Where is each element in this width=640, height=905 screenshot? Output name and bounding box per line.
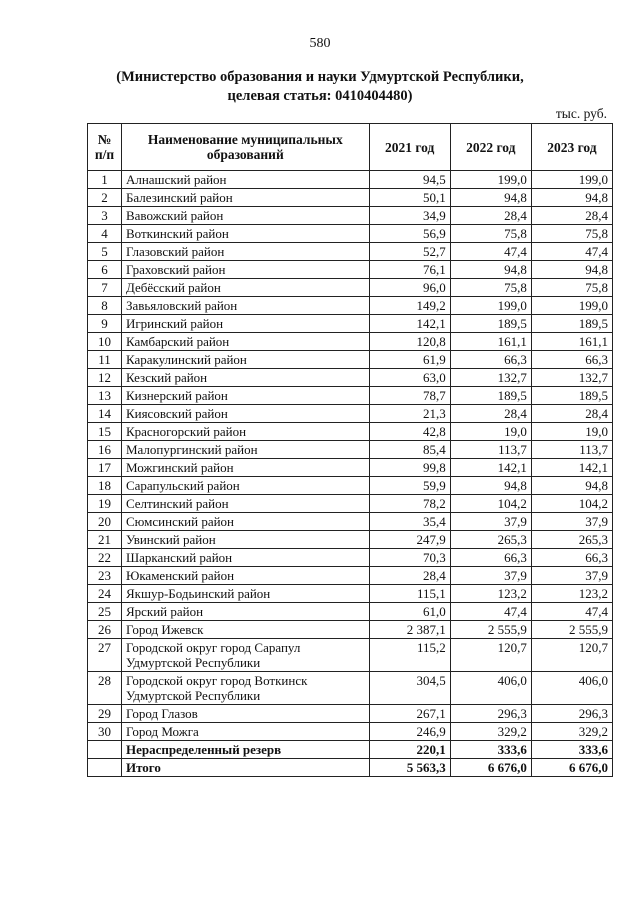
table-row [88,387,613,405]
cell-2022: 132,7 [450,369,531,387]
cell-name: Шарканский район [121,549,369,567]
table-row [88,243,613,261]
table-row [88,261,613,279]
units-label: тыс. руб. [555,106,607,121]
cell-2021: 61,0 [369,603,450,621]
cell-2021: 96,0 [369,279,450,297]
cell-2023: 66,3 [531,549,612,567]
cell-name: Можгинский район [121,459,369,477]
cell-number: 9 [88,315,122,333]
cell-name: Алнашский район [121,171,369,189]
cell-2022: 66,3 [450,351,531,369]
table-row [88,621,613,639]
cell-number: 25 [88,603,122,621]
cell-2021: 21,3 [369,405,450,423]
cell-number: 26 [88,621,122,639]
cell-2022: 6 676,0 [450,759,531,777]
cell-2022: 94,8 [450,261,531,279]
table-row [88,549,613,567]
cell-name: Киясовский район [121,405,369,423]
table-row [88,171,613,189]
cell-number: 10 [88,333,122,351]
cell-name: Якшур-Бодьинский район [121,585,369,603]
cell-2021: 149,2 [369,297,450,315]
cell-2023: 47,4 [531,243,612,261]
cell-2022: 104,2 [450,495,531,513]
cell-2023: 47,4 [531,603,612,621]
cell-name: Воткинский район [121,225,369,243]
cell-2021: 5 563,3 [369,759,450,777]
cell-number: 12 [88,369,122,387]
cell-2023: 199,0 [531,297,612,315]
cell-name: Балезинский район [121,189,369,207]
cell-number: 19 [88,495,122,513]
cell-name: Юкаменский район [121,567,369,585]
cell-2021: 70,3 [369,549,450,567]
cell-name: Малопургинский район [121,441,369,459]
table-body [88,171,613,777]
cell-2023: 113,7 [531,441,612,459]
cell-2023: 28,4 [531,207,612,225]
table-row [88,207,613,225]
cell-2022: 2 555,9 [450,621,531,639]
cell-2023: 123,2 [531,585,612,603]
cell-2023: 94,8 [531,261,612,279]
cell-number: 22 [88,549,122,567]
cell-2023: 66,3 [531,351,612,369]
cell-name: Сарапульский район [121,477,369,495]
cell-2022: 333,6 [450,741,531,759]
cell-2022: 123,2 [450,585,531,603]
header-2021: 2021 год [369,124,450,171]
cell-2022: 142,1 [450,459,531,477]
cell-number: 11 [88,351,122,369]
cell-2022: 47,4 [450,603,531,621]
cell-number: 28 [88,672,122,705]
table-row [88,423,613,441]
cell-number: 29 [88,705,122,723]
cell-2023: 6 676,0 [531,759,612,777]
cell-name: Городской округ город Сарапул Удмуртской Республики [121,639,369,672]
table-row [88,441,613,459]
cell-2022: 189,5 [450,315,531,333]
cell-number: 3 [88,207,122,225]
budget-table [87,123,613,777]
cell-2021: 35,4 [369,513,450,531]
table-row [88,225,613,243]
cell-2021: 78,7 [369,387,450,405]
cell-number: 14 [88,405,122,423]
cell-2021: 61,9 [369,351,450,369]
cell-number: 6 [88,261,122,279]
cell-2022: 199,0 [450,171,531,189]
cell-2023: 189,5 [531,387,612,405]
cell-2022: 19,0 [450,423,531,441]
cell-name: Нераспределенный резерв [121,741,369,759]
cell-2021: 120,8 [369,333,450,351]
cell-2023: 329,2 [531,723,612,741]
cell-2021: 142,1 [369,315,450,333]
cell-2023: 265,3 [531,531,612,549]
table-row [88,585,613,603]
cell-2022: 265,3 [450,531,531,549]
cell-number: 7 [88,279,122,297]
table-row [88,639,613,672]
table-header-row [88,124,613,171]
cell-2021: 34,9 [369,207,450,225]
cell-2023: 161,1 [531,333,612,351]
reserve-row [88,741,613,759]
cell-name: Городской округ город Воткинск Удмуртской Республики [121,672,369,705]
cell-2022: 66,3 [450,549,531,567]
cell-number: 30 [88,723,122,741]
cell-2023: 37,9 [531,567,612,585]
table-row [88,459,613,477]
cell-2021: 76,1 [369,261,450,279]
cell-2021: 85,4 [369,441,450,459]
cell-name: Завьяловский район [121,297,369,315]
cell-name: Каракулинский район [121,351,369,369]
cell-number: 24 [88,585,122,603]
cell-2023: 333,6 [531,741,612,759]
cell-number: 5 [88,243,122,261]
cell-name: Ярский район [121,603,369,621]
cell-2022: 161,1 [450,333,531,351]
cell-number: 27 [88,639,122,672]
table-row [88,297,613,315]
cell-2021: 59,9 [369,477,450,495]
cell-name: Красногорский район [121,423,369,441]
title-line-1: (Министерство образования и науки Удмуртской Республики, [116,69,524,85]
cell-name: Город Глазов [121,705,369,723]
cell-2022: 37,9 [450,513,531,531]
cell-2021: 94,5 [369,171,450,189]
table-row [88,405,613,423]
cell-name: Город Можга [121,723,369,741]
cell-2023: 142,1 [531,459,612,477]
table-row [88,477,613,495]
header-number: № п/п [88,124,122,171]
table-row [88,279,613,297]
cell-2022: 94,8 [450,189,531,207]
cell-number: 8 [88,297,122,315]
cell-number [88,759,122,777]
cell-2022: 28,4 [450,405,531,423]
cell-2021: 247,9 [369,531,450,549]
cell-2022: 329,2 [450,723,531,741]
cell-2022: 189,5 [450,387,531,405]
table-row [88,351,613,369]
cell-2022: 199,0 [450,297,531,315]
cell-2023: 28,4 [531,405,612,423]
table-row [88,495,613,513]
cell-number: 17 [88,459,122,477]
table-row [88,705,613,723]
cell-2022: 75,8 [450,225,531,243]
cell-number: 18 [88,477,122,495]
cell-2023: 94,8 [531,189,612,207]
cell-2022: 75,8 [450,279,531,297]
cell-2021: 28,4 [369,567,450,585]
table-row [88,315,613,333]
cell-2021: 42,8 [369,423,450,441]
cell-name: Сюмсинский район [121,513,369,531]
header-name: Наименование муниципальных образований [121,124,369,171]
cell-2021: 78,2 [369,495,450,513]
cell-name: Глазовский район [121,243,369,261]
cell-2021: 56,9 [369,225,450,243]
cell-2023: 199,0 [531,171,612,189]
cell-name: Кизнерский район [121,387,369,405]
cell-2021: 220,1 [369,741,450,759]
table-row [88,603,613,621]
cell-2023: 19,0 [531,423,612,441]
cell-2021: 99,8 [369,459,450,477]
cell-2023: 189,5 [531,315,612,333]
cell-2021: 52,7 [369,243,450,261]
table-row [88,333,613,351]
cell-2022: 28,4 [450,207,531,225]
document-title [80,68,560,106]
cell-number: 4 [88,225,122,243]
cell-2023: 296,3 [531,705,612,723]
cell-name: Итого [121,759,369,777]
cell-2021: 50,1 [369,189,450,207]
cell-2022: 37,9 [450,567,531,585]
cell-2023: 132,7 [531,369,612,387]
title-line-2: целевая статья: 0410404480) [227,88,413,104]
cell-2021: 267,1 [369,705,450,723]
table-row [88,672,613,705]
cell-number: 1 [88,171,122,189]
cell-number: 16 [88,441,122,459]
cell-name: Селтинский район [121,495,369,513]
cell-2023: 37,9 [531,513,612,531]
cell-number: 20 [88,513,122,531]
cell-2022: 406,0 [450,672,531,705]
cell-2023: 94,8 [531,477,612,495]
table-row [88,567,613,585]
header-2023: 2023 год [531,124,612,171]
cell-number: 21 [88,531,122,549]
cell-name: Игринский район [121,315,369,333]
page-number: 580 [309,36,331,51]
cell-2023: 75,8 [531,279,612,297]
table-row [88,369,613,387]
cell-2022: 120,7 [450,639,531,672]
cell-name: Увинский район [121,531,369,549]
cell-2023: 104,2 [531,495,612,513]
header-2022: 2022 год [450,124,531,171]
cell-2021: 304,5 [369,672,450,705]
table-row [88,723,613,741]
cell-name: Город Ижевск [121,621,369,639]
cell-number: 13 [88,387,122,405]
cell-name: Камбарский район [121,333,369,351]
cell-name: Вавожский район [121,207,369,225]
table-row [88,189,613,207]
cell-name: Дебёсский район [121,279,369,297]
cell-2023: 120,7 [531,639,612,672]
cell-2021: 115,2 [369,639,450,672]
cell-2021: 63,0 [369,369,450,387]
cell-2022: 113,7 [450,441,531,459]
cell-2022: 296,3 [450,705,531,723]
cell-2023: 2 555,9 [531,621,612,639]
cell-2021: 246,9 [369,723,450,741]
cell-2021: 2 387,1 [369,621,450,639]
table-row [88,513,613,531]
cell-2022: 47,4 [450,243,531,261]
cell-2023: 406,0 [531,672,612,705]
cell-name: Кезский район [121,369,369,387]
cell-2022: 94,8 [450,477,531,495]
cell-number: 15 [88,423,122,441]
cell-2021: 115,1 [369,585,450,603]
cell-2023: 75,8 [531,225,612,243]
total-row [88,759,613,777]
cell-name: Граховский район [121,261,369,279]
cell-number: 23 [88,567,122,585]
table-row [88,531,613,549]
cell-number [88,741,122,759]
cell-number: 2 [88,189,122,207]
